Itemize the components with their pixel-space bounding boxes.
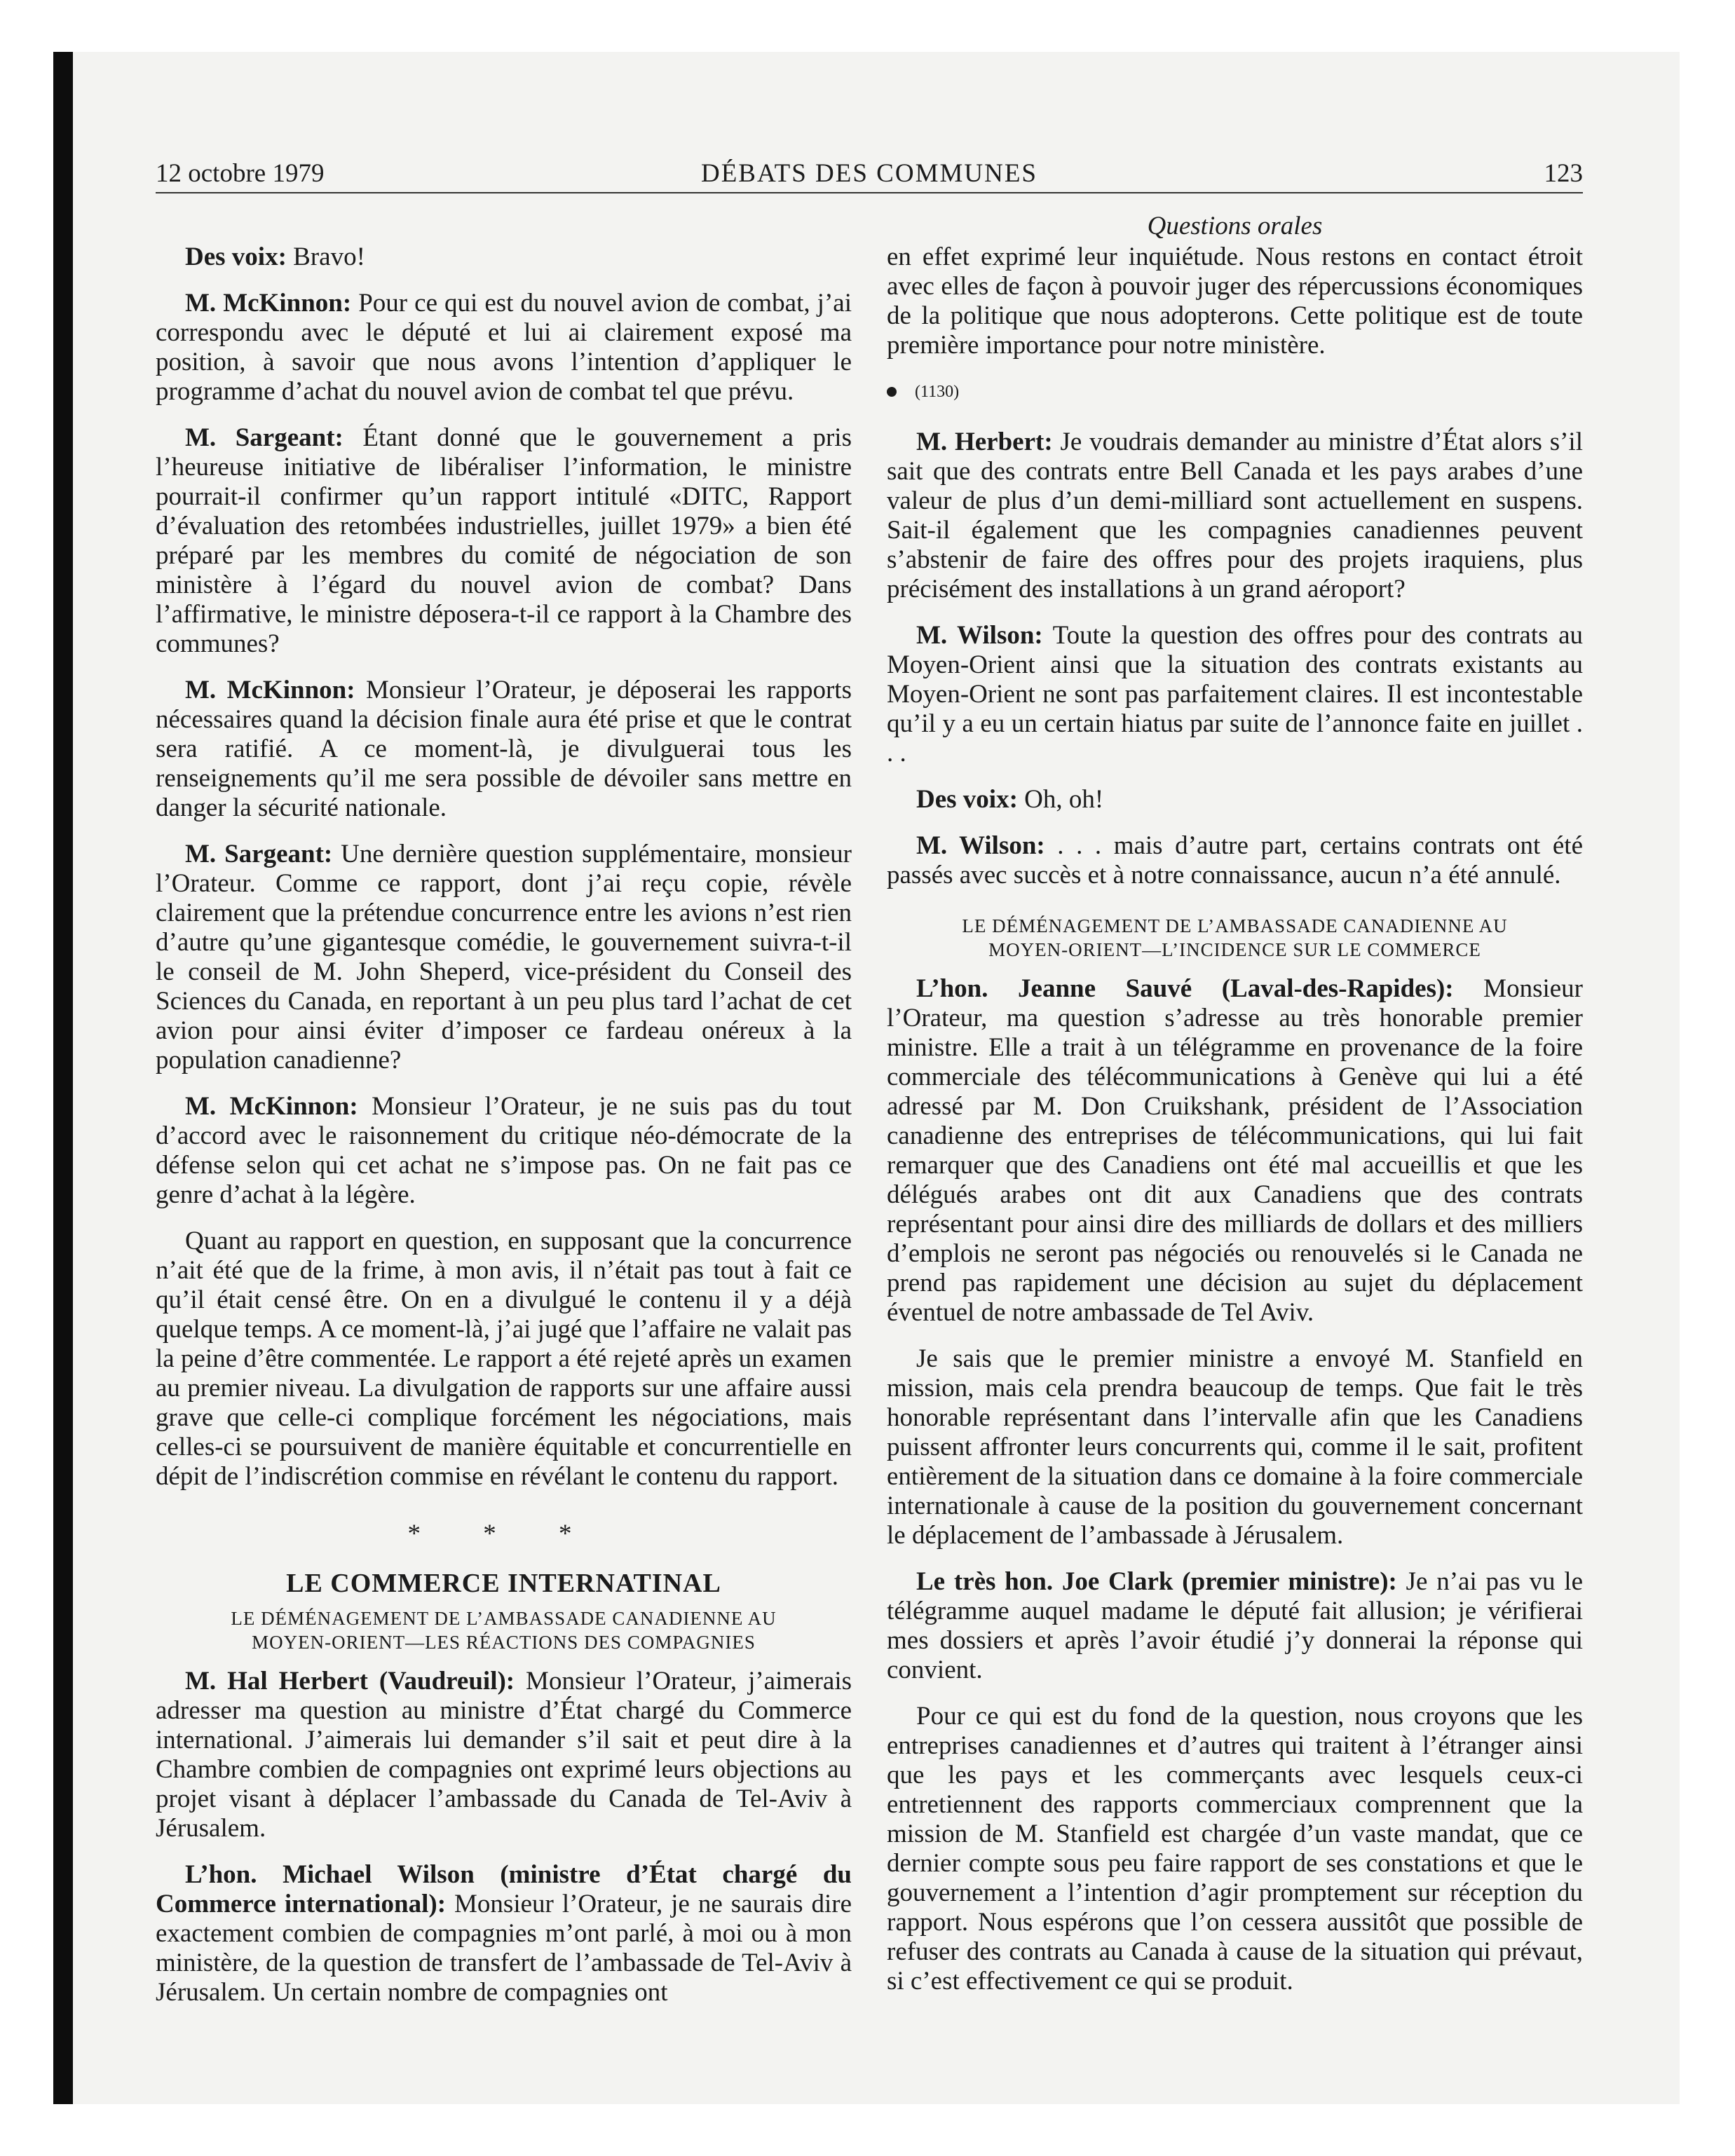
speaker-name: M. McKinnon:	[185, 1092, 358, 1121]
speaker-name: M. Hal Herbert (Vaudreuil):	[185, 1667, 515, 1696]
paragraph	[887, 428, 1583, 604]
speaker-name: M. Herbert:	[916, 428, 1053, 456]
paragraph	[156, 1667, 852, 1843]
subheading	[887, 914, 1583, 962]
subheading-line: MOYEN-ORIENT—LES RÉACTIONS DES COMPAGNIES	[252, 1632, 756, 1653]
paragraph-text: . . . mais d’autre part, certains contrats ont été passés avec succès et à notre connaissance, aucun n’a été annulé.	[887, 831, 1583, 889]
running-head	[156, 156, 1583, 192]
speaker-name: L’hon. Michael Wilson (ministre d’État chargé du Commerce international):	[156, 1860, 852, 1918]
speaker-name: M. Sargeant:	[185, 840, 333, 868]
subheading-line: LE DÉMÉNAGEMENT DE L’AMBASSADE CANADIENNE AU	[231, 1608, 777, 1629]
speaker-name: L’hon. Jeanne Sauvé (Laval-des-Rapides):	[916, 974, 1454, 1003]
paragraph-text: Monsieur l’Orateur, j’aimerais adresser ma question au ministre d’État chargé du Commerce international. J’aimerais lui demander s’il sait et peut dire à la Chambre combien de compagnies ont exprimé leurs objections au projet visant à déplacer l’ambassade du Canada de Tel-Aviv à Jérusalem.	[156, 1667, 852, 1843]
subheading	[156, 1606, 852, 1654]
paragraph-text: Bravo!	[286, 243, 365, 271]
section-heading: LE COMMERCE INTERNATINAL	[286, 1569, 721, 1598]
publication-title: DÉBATS DES COMMUNES	[700, 159, 1037, 188]
paragraph	[156, 243, 852, 272]
paragraph-text: Une dernière question supplémentaire, monsieur l’Orateur. Comme ce rapport, dont j’ai reçu copie, révèle clairement que la prétendue concurrence entre les avions n’est rien d’autre qu’une gigantesque comédie, le gouvernement suivra-t-il le conseil de M. John Sheperd, vice-président du Conseil des Sciences du Canada, en reportant à un peu plus tard l’achat de cet avion pour ainsi éviter d’imposer ce fardeau onéreux à la population canadienne?	[156, 840, 852, 1074]
paragraph-text: Monsieur l’Orateur, ma question s’adresse au très honorable premier ministre. Elle a trait à un télégramme en provenance de la foire commerciale des télécommunications à Genève qui lui a été adressé par M. Don Cruikshank, président de l’Association canadienne des entreprises de télécommunications, qui lui fait remarquer que des Canadiens ont été mal accueillis et que les délégués arabes ont dit aux Canadiens que des contrats représentant pour ainsi dire des milliards de dollars et des milliers d’emplois ne seront pas négociés ou renouvelés si le Canada ne prend pas rapidement une décision au sujet du déplacement éventuel de notre ambassade de Tel Aviv.	[887, 974, 1583, 1327]
paragraph-text: Monsieur l’Orateur, je ne suis pas du tout d’accord avec le raisonnement du critique néo-démocrate de la défense selon qui cet achat ne s’impose pas. On ne fait pas ce genre d’achat à la légère.	[156, 1092, 852, 1209]
time-marker	[887, 377, 1583, 407]
speaker-name: M. McKinnon:	[185, 676, 355, 704]
paragraph-text: Oh, oh!	[1017, 785, 1104, 814]
paragraph	[156, 423, 852, 659]
paragraph	[156, 289, 852, 407]
right-column	[887, 243, 1583, 2013]
paragraph-text: Toute la question des offres pour des contrats au Moyen-Orient ainsi que la situation des contrats existants au Moyen-Orient ne sont pas parfaitement claires. Il est incontestable qu’il y a eu un certain hiatus par suite de l’annonce faite en juillet . . .	[887, 621, 1583, 767]
speaker-name: M. McKinnon:	[185, 289, 352, 318]
paragraph	[156, 1092, 852, 1210]
subheading-line: LE DÉMÉNAGEMENT DE L’AMBASSADE CANADIENNE AU	[962, 915, 1508, 936]
scan-binding-edge	[53, 52, 73, 2104]
paragraph-text: Pour ce qui est du nouvel avion de combat, j’ai correspondu avec le député et lui ai clairement exposé ma position, à savoir que nous avons l’intention d’appliquer le programme d’achat du nouvel avion de combat tel que prévu.	[156, 289, 852, 406]
paragraph-text: Monsieur l’Orateur, je déposerai les rapports nécessaires quand la décision finale aura été prise et que le contrat sera ratifié. A ce moment-là, je divulguerai tous les renseignements qu’il me sera possible de dévoiler sans mettre en danger la sécurité nationale.	[156, 676, 852, 822]
section-separator: * * *	[407, 1520, 600, 1548]
bullet-icon	[887, 387, 897, 397]
paragraph	[887, 974, 1583, 1328]
speaker-name: M. Wilson:	[916, 621, 1043, 650]
left-column	[156, 243, 852, 2024]
paragraph-text: Je n’ai pas vu le télégramme auquel madame le député fait allusion; je vérifierai mes dossiers et après l’avoir étudié j’y donnerai la réponse qui convient.	[887, 1567, 1584, 1684]
header-rule	[156, 192, 1583, 193]
paragraph: Pour ce qui est du fond de la question, nous croyons que les entreprises canadiennes et d’autres qui traitent à l’étranger ainsi que les pays et les commerçants avec lesquels ceux-ci entretiennent des rapports commerciaux comprennent que la mission de M. Stanfield est chargée d’un vaste mandat, que ce dernier compte sous peu faire rapport de ses constations et que le gouvernement a l’intention d’agir promptement sur réception du rapport. Nous espérons que l’on cessera aussitôt que possible de refuser des contrats au Canada à cause de la situation qui prévaut, si c’est effectivement ce qui se produit.	[887, 1702, 1583, 1995]
paragraph-text: Étant donné que le gouvernement a pris l’heureuse initiative de libéraliser l’information, le ministre pourrait-il confirmer qu’un rapport intitulé «DITC, Rapport d’évaluation des retombées industrielles, juillet 1979» a bien été préparé par les membres du comité de négociation de son ministère à l’égard du nouvel avion de combat? Dans l’affirmative, le ministre déposera-t-il ce rapport à la Chambre des communes?	[156, 423, 852, 658]
speaker-name: Le très hon. Joe Clark (premier ministre):	[916, 1567, 1397, 1596]
paragraph	[156, 1860, 852, 2007]
page-date: 12 octobre 1979	[156, 159, 325, 188]
page-number: 123	[1544, 159, 1583, 188]
paragraph: en effet exprimé leur inquiétude. Nous restons en contact étroit avec elles de façon à pouvoir juger des répercussions économiques de la politique que nous adopterons. Cette politique est de toute première importance pour notre ministère.	[887, 243, 1583, 360]
speaker-name: M. Sargeant:	[185, 423, 343, 452]
paragraph: Quant au rapport en question, en supposant que la concurrence n’ait été que de la frime, à mon avis, il n’était pas tout à fait ce qu’il était censé être. On en a divulgué le contenu il y a déjà quelque temps. A ce moment-là, j’ai jugé que l’affaire ne valait pas la peine d’être commentée. Le rapport a été rejeté après un examen au premier niveau. La divulgation de rapports sur une affaire aussi grave que celle-ci complique forcément les négociations, mais celles-ci se poursuivent de manière équitable et concurrentielle en dépit de l’indiscrétion commise en révélant le contenu du rapport.	[156, 1227, 852, 1491]
time-marker-text: (1130)	[915, 383, 960, 401]
paragraph	[887, 831, 1583, 890]
speaker-name: Des voix:	[916, 785, 1018, 814]
paragraph-text: Je voudrais demander au ministre d’État alors s’il sait que des contrats entre Bell Canada et les pays arabes d’une valeur de plus d’un demi-milliard sont actuellement en suspens. Sait-il également que les compagnies canadiennes peuvent s’abstenir de faire des offres pour des projets iraquiens, plus précisément des installations à un grand aéroport?	[887, 428, 1583, 603]
paragraph	[156, 840, 852, 1075]
paragraph	[156, 676, 852, 823]
paragraph	[887, 785, 1583, 814]
paragraph	[887, 1567, 1583, 1685]
speaker-name: Des voix:	[185, 243, 287, 271]
paragraph-text: Monsieur l’Orateur, je ne saurais dire exactement combien de compagnies m’ont parlé, à moi ou à mon ministère, de la question de transfert de l’ambassade de Tel-Aviv à Jérusalem. Un certain nombre de compagnies ont	[156, 1890, 852, 2007]
speaker-name: M. Wilson:	[916, 831, 1045, 860]
section-title: Questions orales	[1147, 212, 1323, 240]
paragraph: Je sais que le premier ministre a envoyé M. Stanfield en mission, mais cela prendra beaucoup de temps. Que fait le très honorable représentant dans l’intervalle afin que les Canadiens puissent affronter leurs concurrents qui, comme il le sait, profitent entièrement de la situation dans ce domaine à la foire commerciale internationale à cause de la position du gouvernement concernant le déplacement de l’ambassade à Jérusalem.	[887, 1344, 1583, 1550]
paragraph	[887, 621, 1583, 768]
subheading-line: MOYEN-ORIENT—L’INCIDENCE SUR LE COMMERCE	[988, 939, 1481, 960]
